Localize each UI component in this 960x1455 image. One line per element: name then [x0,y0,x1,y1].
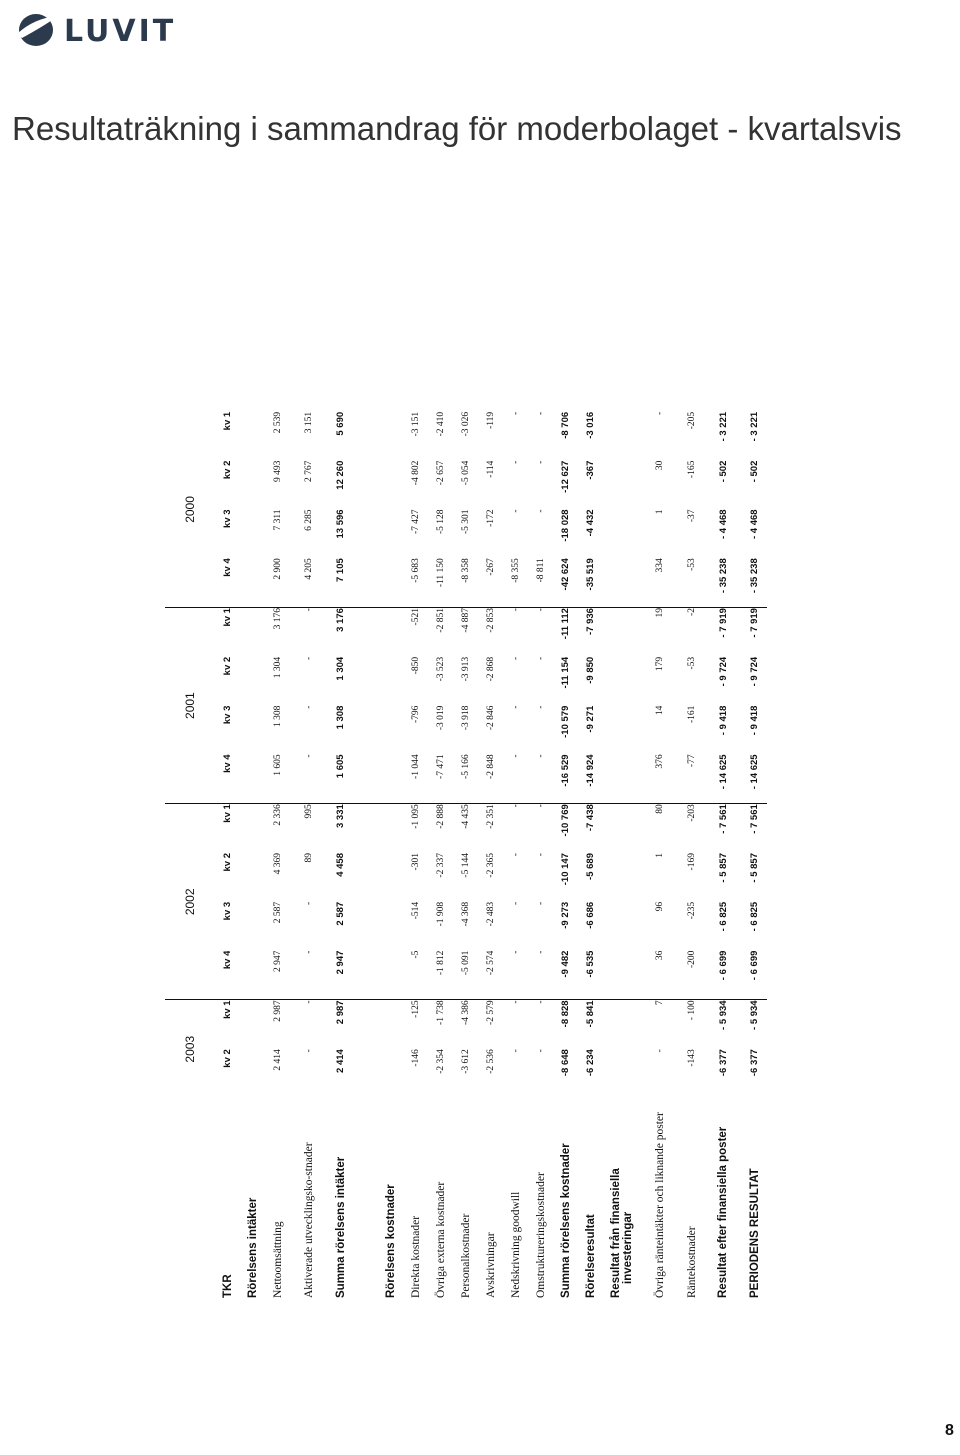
spacer-row [353,412,378,1300]
table-cell: -2 579 [485,1000,496,1025]
row-label: Övriga externa kostnader [434,1181,447,1298]
table-cell: - [535,608,546,612]
column-header: kv 4 [215,951,240,1000]
table-cell: - 7 919 [749,608,760,638]
table-cell: -169 [686,853,697,871]
table-cell: 2 539 [272,411,283,434]
year-2000: 2000 [165,412,215,608]
table-cell: -161 [686,705,697,724]
table-cell: - [304,901,314,905]
table-cell: -3 913 [460,656,471,682]
table-cell: 13 596 [335,509,346,539]
table-cell: -2 351 [485,804,496,829]
table-cell: -3 523 [435,656,446,682]
table-cell: -9 850 [585,656,596,684]
table-cell: 4 205 [290,558,328,607]
table-cell: - [503,951,528,1000]
table-cell: -114 [485,460,496,478]
table-row [403,412,428,1300]
table-cell: -165 [686,460,697,479]
table-cell: 3 151 [304,411,314,434]
row-label: Nedskrivning goodwill [509,1191,522,1298]
table-cell: -7 438 [585,804,596,832]
table-cell: 1 308 [335,705,346,730]
table-cell: -119 [485,411,496,429]
table-cell: -18 028 [560,509,571,542]
table-cell: 2 900 [265,558,290,607]
table-cell: -850 [410,656,421,675]
table-cell: 7 105 [328,558,353,607]
column-header: kv 3 [222,509,233,528]
column-header: TKR [221,1274,234,1298]
column-header: kv 2 [222,1049,233,1068]
table-cell: - 7 561 [749,804,760,834]
table-cell: 4 458 [335,853,346,877]
year-2001: 2001 [165,608,215,804]
table-cell: -5 841 [585,1000,596,1028]
table-cell: - [510,411,521,416]
table-cell: -16 529 [553,754,578,803]
table-cell: -235 [686,901,697,920]
table-cell: - 5 857 [717,853,729,883]
table-cell: - [304,1049,314,1053]
column-header: kv 3 [222,705,233,725]
table-cell: 376 [641,754,679,803]
row-label: Summa rörelsens kostnader [559,1143,572,1298]
table-cell: - [535,804,546,808]
table-cell: - 35 238 [742,558,767,607]
table-cell: - 6 699 [742,951,767,1000]
table-cell: -5 689 [585,853,596,880]
table-cell: - [535,509,546,513]
table-cell: 2 587 [335,901,346,926]
table-cell: -2 536 [485,1049,496,1074]
table-cell: - [510,1049,521,1053]
table-cell: 3 176 [272,608,283,630]
table-cell: -11 112 [560,608,571,640]
table-cell: - 6 825 [717,901,729,932]
table-cell: - [535,1049,546,1053]
table-cell: - [535,460,546,464]
table-cell: - [304,705,314,709]
table-cell: -143 [686,1049,697,1067]
table-cell: 1 605 [265,754,290,803]
table-cell: 2 947 [328,951,353,1000]
table-cell: -3 016 [585,411,596,439]
table-cell: -5 091 [453,951,478,1000]
table-cell: - [290,951,328,1000]
table-cell: -1 044 [403,754,428,803]
table-cell: - 4 468 [749,509,760,540]
table-cell: - [535,411,546,416]
table-cell: -10 147 [560,853,571,886]
table-cell: -2 846 [485,705,496,731]
column-header: kv 4 [215,754,240,803]
table-cell: -267 [478,558,503,607]
table-cell: - [503,754,528,803]
row-label: Räntekostnader [685,1226,698,1298]
table-cell: -9 482 [553,951,578,1000]
table-cell: - 7 919 [717,608,729,638]
table-cell: -10 769 [560,804,571,837]
table-cell: -37 [686,509,697,523]
table-cell: - [655,1049,665,1053]
table-cell: -5 301 [460,509,471,534]
table-cell: -6 686 [585,901,596,929]
table-cell: - 6 699 [704,951,742,1000]
table-cell: -514 [410,901,421,920]
table-cell: -6 234 [585,1049,596,1077]
table-cell: - [510,656,521,660]
table-cell: - 9 724 [717,656,729,687]
rotated-table-container [165,300,795,1300]
table-cell: - 9 418 [749,705,760,736]
row-label: Aktiverade utvecklingsko-stnader [303,1142,315,1298]
table-cell: -3 918 [460,705,471,731]
table-cell: -8 648 [560,1049,571,1077]
section-label [603,1098,641,1300]
table-cell: 2 587 [272,901,283,924]
table-cell: 14 [655,705,665,716]
table-cell: 2 947 [265,951,290,1000]
column-header: kv 1 [222,804,233,823]
table-cell: 7 [655,1000,665,1006]
table-cell: 2 414 [335,1049,346,1073]
table-cell: - 35 238 [704,558,742,607]
table-cell: -301 [410,853,421,871]
section-row-financial [603,412,641,1300]
table-cell: - 502 [717,460,729,483]
table-cell: -2 853 [485,608,496,633]
table-cell: -521 [410,608,421,626]
table-cell: -3 612 [460,1049,471,1074]
table-cell: -5 683 [403,558,428,607]
year-header-row [165,412,215,1300]
table-row [453,412,478,1300]
table-cell: - [535,1000,546,1004]
table-cell: - [510,901,521,905]
table-cell: - [535,853,546,857]
table-row [503,412,528,1300]
table-cell: -146 [410,1049,421,1067]
table-row [428,412,453,1300]
table-cell: -5 144 [460,853,471,878]
table-cell: -9 273 [560,901,571,929]
page-number: 8 [945,1422,954,1439]
table-cell: - 9 724 [749,656,760,687]
row-label: PERIODENS RESULTAT [748,1168,761,1298]
table-cell: 3 176 [335,608,346,632]
table-cell: -4 435 [460,804,471,829]
table-cell: - [510,804,521,808]
year-2002: 2002 [165,804,215,1000]
table-row [704,412,742,1300]
table-row [742,412,767,1300]
year-2003: 2003 [183,1035,197,1063]
row-label: Avskrivningar [484,1232,497,1298]
table-cell: 2 767 [304,460,314,483]
table-cell: -2 365 [485,853,496,878]
table-cell: 2 336 [272,804,283,826]
table-cell: -8 358 [453,558,478,607]
table-row [290,412,328,1300]
row-label: Rörelseresultat [584,1214,597,1298]
table-row [528,412,553,1300]
table-row [265,412,290,1300]
table-cell: -203 [686,804,697,822]
table-cell: - 3 221 [717,411,729,442]
table-cell: -5 054 [460,460,471,486]
table-cell: 1 [655,509,665,515]
table-cell: -1 095 [410,804,421,829]
table-cell: - 6 825 [749,901,760,932]
table-cell: -7 427 [410,509,421,534]
row-label: Personalkostnader [459,1213,472,1298]
table-cell: - [510,1000,521,1004]
table-cell: 179 [655,656,665,672]
table-cell: - [535,656,546,660]
table-row [578,412,603,1300]
table-cell: -367 [585,460,596,480]
row-label: Summa rörelsens intäkter [334,1156,347,1298]
table-row [328,412,353,1300]
column-header: kv 2 [222,460,233,480]
column-header: kv 4 [215,558,240,607]
globe-swoosh-icon [14,8,60,50]
table-cell: 5 690 [335,411,346,436]
table-cell: 6 285 [304,509,314,531]
table-cell: - [535,901,546,905]
table-cell: 9 493 [272,460,283,483]
table-cell: -3 026 [460,411,471,437]
table-cell: - [528,754,553,803]
table-cell: - [510,608,521,612]
table-cell: 1 605 [328,754,353,803]
table-cell: 36 [641,951,679,1000]
table-cell: - [290,754,328,803]
table-cell: -8 706 [560,411,571,439]
table-row [679,412,704,1300]
table-cell: -6 377 [717,1049,729,1077]
table-cell: - 5 934 [749,1000,760,1030]
table-cell: 1 308 [272,705,283,727]
table-cell: -12 627 [560,460,571,493]
table-cell: 2 987 [272,1000,283,1022]
table-cell: -4 802 [410,460,421,486]
table-cell: 1 [655,853,665,858]
table-cell: - [510,509,521,513]
table-cell: 80 [655,804,665,814]
column-header: kv 3 [222,901,233,921]
table-cell: 1 304 [335,656,346,681]
table-cell: -3 019 [435,705,446,731]
column-header-row [215,412,240,1300]
table-cell: -10 579 [560,705,571,738]
table-cell: 995 [304,804,314,819]
section-label: Rörelsens intäkter [246,1197,259,1298]
table-cell: -2 574 [478,951,503,1000]
row-label: Omstruktureringskostnader [534,1172,547,1298]
table-cell: -2 848 [478,754,503,803]
table-cell: -2 483 [485,901,496,927]
table-cell: 2 414 [272,1049,283,1071]
table-cell: -2 657 [435,460,446,486]
table-cell: - 3 221 [749,411,760,442]
page-title: Resultaträkning i sammandrag för moderbolaget - kvartalsvis [12,110,902,147]
table-cell: - 7 561 [717,804,729,834]
table-cell: - [304,608,314,612]
table-cell: -1 908 [435,901,446,927]
table-cell: -53 [686,656,697,670]
table-cell: -8 811 [528,558,553,607]
table-cell: - [535,705,546,709]
table-cell: -172 [485,509,496,527]
table-cell: -5 [403,951,428,1000]
table-cell: - 9 418 [717,705,729,736]
section-row-costs [378,412,403,1300]
table-cell: - [510,853,521,857]
table-cell: - [655,411,665,416]
table-cell: - 4 468 [717,509,729,540]
table-cell: 89 [304,853,314,863]
table-cell: - 100 [686,1000,697,1021]
table-cell: -7 936 [585,608,596,635]
table-cell: -3 151 [410,411,421,437]
table-cell: 3 331 [335,804,346,828]
section-label: Rörelsens kostnader [384,1184,397,1298]
column-header: kv 2 [222,656,233,676]
table-cell: - [528,951,553,1000]
table-cell: 2 987 [335,1000,346,1025]
table-cell: -1 738 [435,1000,446,1025]
column-header: kv 1 [222,608,233,627]
table-cell: -7 471 [428,754,453,803]
table-cell: -2 888 [435,804,446,829]
table-cell: - [304,1000,314,1004]
table-cell: -11 154 [560,656,571,689]
table-cell: - [510,460,521,464]
table-cell: 12 260 [335,460,346,490]
table-cell: - 14 625 [704,754,742,803]
logo-wordmark: LUVIT [64,14,177,49]
table-cell: -53 [679,558,704,607]
table-cell: - 5 857 [749,853,760,883]
table-cell: -205 [686,411,697,430]
section-row-income [240,412,265,1300]
row-label: Resultat efter finansiella poster [717,1126,729,1298]
table-cell: - 502 [749,460,760,483]
table-cell: -4 386 [460,1000,471,1025]
table-cell: -2 851 [435,608,446,633]
table-cell: -5 128 [435,509,446,534]
row-label: Direkta kostnader [409,1215,422,1298]
table-cell: -8 828 [560,1000,571,1028]
table-cell: -2 410 [435,411,446,437]
table-cell: -6 535 [578,951,603,1000]
table-cell: -6 377 [749,1049,760,1077]
table-cell: -77 [679,754,704,803]
row-label: Övriga ränteintäkter och liknande poster [654,1112,666,1298]
table-cell: -14 924 [578,754,603,803]
table-cell: 96 [655,901,665,912]
row-label: Nettoomsättning [271,1221,284,1298]
table-cell: 1 304 [272,656,283,679]
table-cell: 30 [655,460,665,471]
table-cell: -2 [686,608,697,616]
income-statement-table [165,412,767,1300]
table-cell: 7 311 [272,509,283,531]
table-cell: -796 [410,705,421,724]
table-cell: - 5 934 [717,1000,729,1030]
table-cell: 334 [641,558,679,607]
table-cell: -1 812 [428,951,453,1000]
table-cell: 19 [655,608,665,618]
table-row [641,412,679,1300]
column-header: kv 1 [222,411,233,431]
table-cell: -35 519 [578,558,603,607]
table-cell: -4 432 [585,509,596,537]
table-cell: -5 166 [453,754,478,803]
table-cell: - 14 625 [742,754,767,803]
column-header: kv 1 [222,1000,233,1019]
table-cell: -125 [410,1000,421,1018]
table-cell: -4 368 [460,901,471,927]
table-cell: -2 354 [435,1049,446,1074]
table-cell: -9 271 [585,705,596,733]
table-cell: 4 369 [272,853,283,875]
table-cell: -8 355 [503,558,528,607]
table-cell: -42 624 [553,558,578,607]
section-label-line1: Resultat från finansiella [610,1168,622,1298]
table-cell: - [304,656,314,660]
table-cell: -2 868 [485,656,496,682]
table-cell: - [510,705,521,709]
luvit-logo [14,8,184,56]
table-cell: -2 337 [435,853,446,878]
table-cell: -4 887 [460,608,471,633]
section-label-line2: investeringar [622,1211,634,1284]
table-cell: -11 150 [428,558,453,607]
table-row [478,412,503,1300]
table-cell: -200 [679,951,704,1000]
table-row [553,412,578,1300]
column-header: kv 2 [222,853,233,872]
